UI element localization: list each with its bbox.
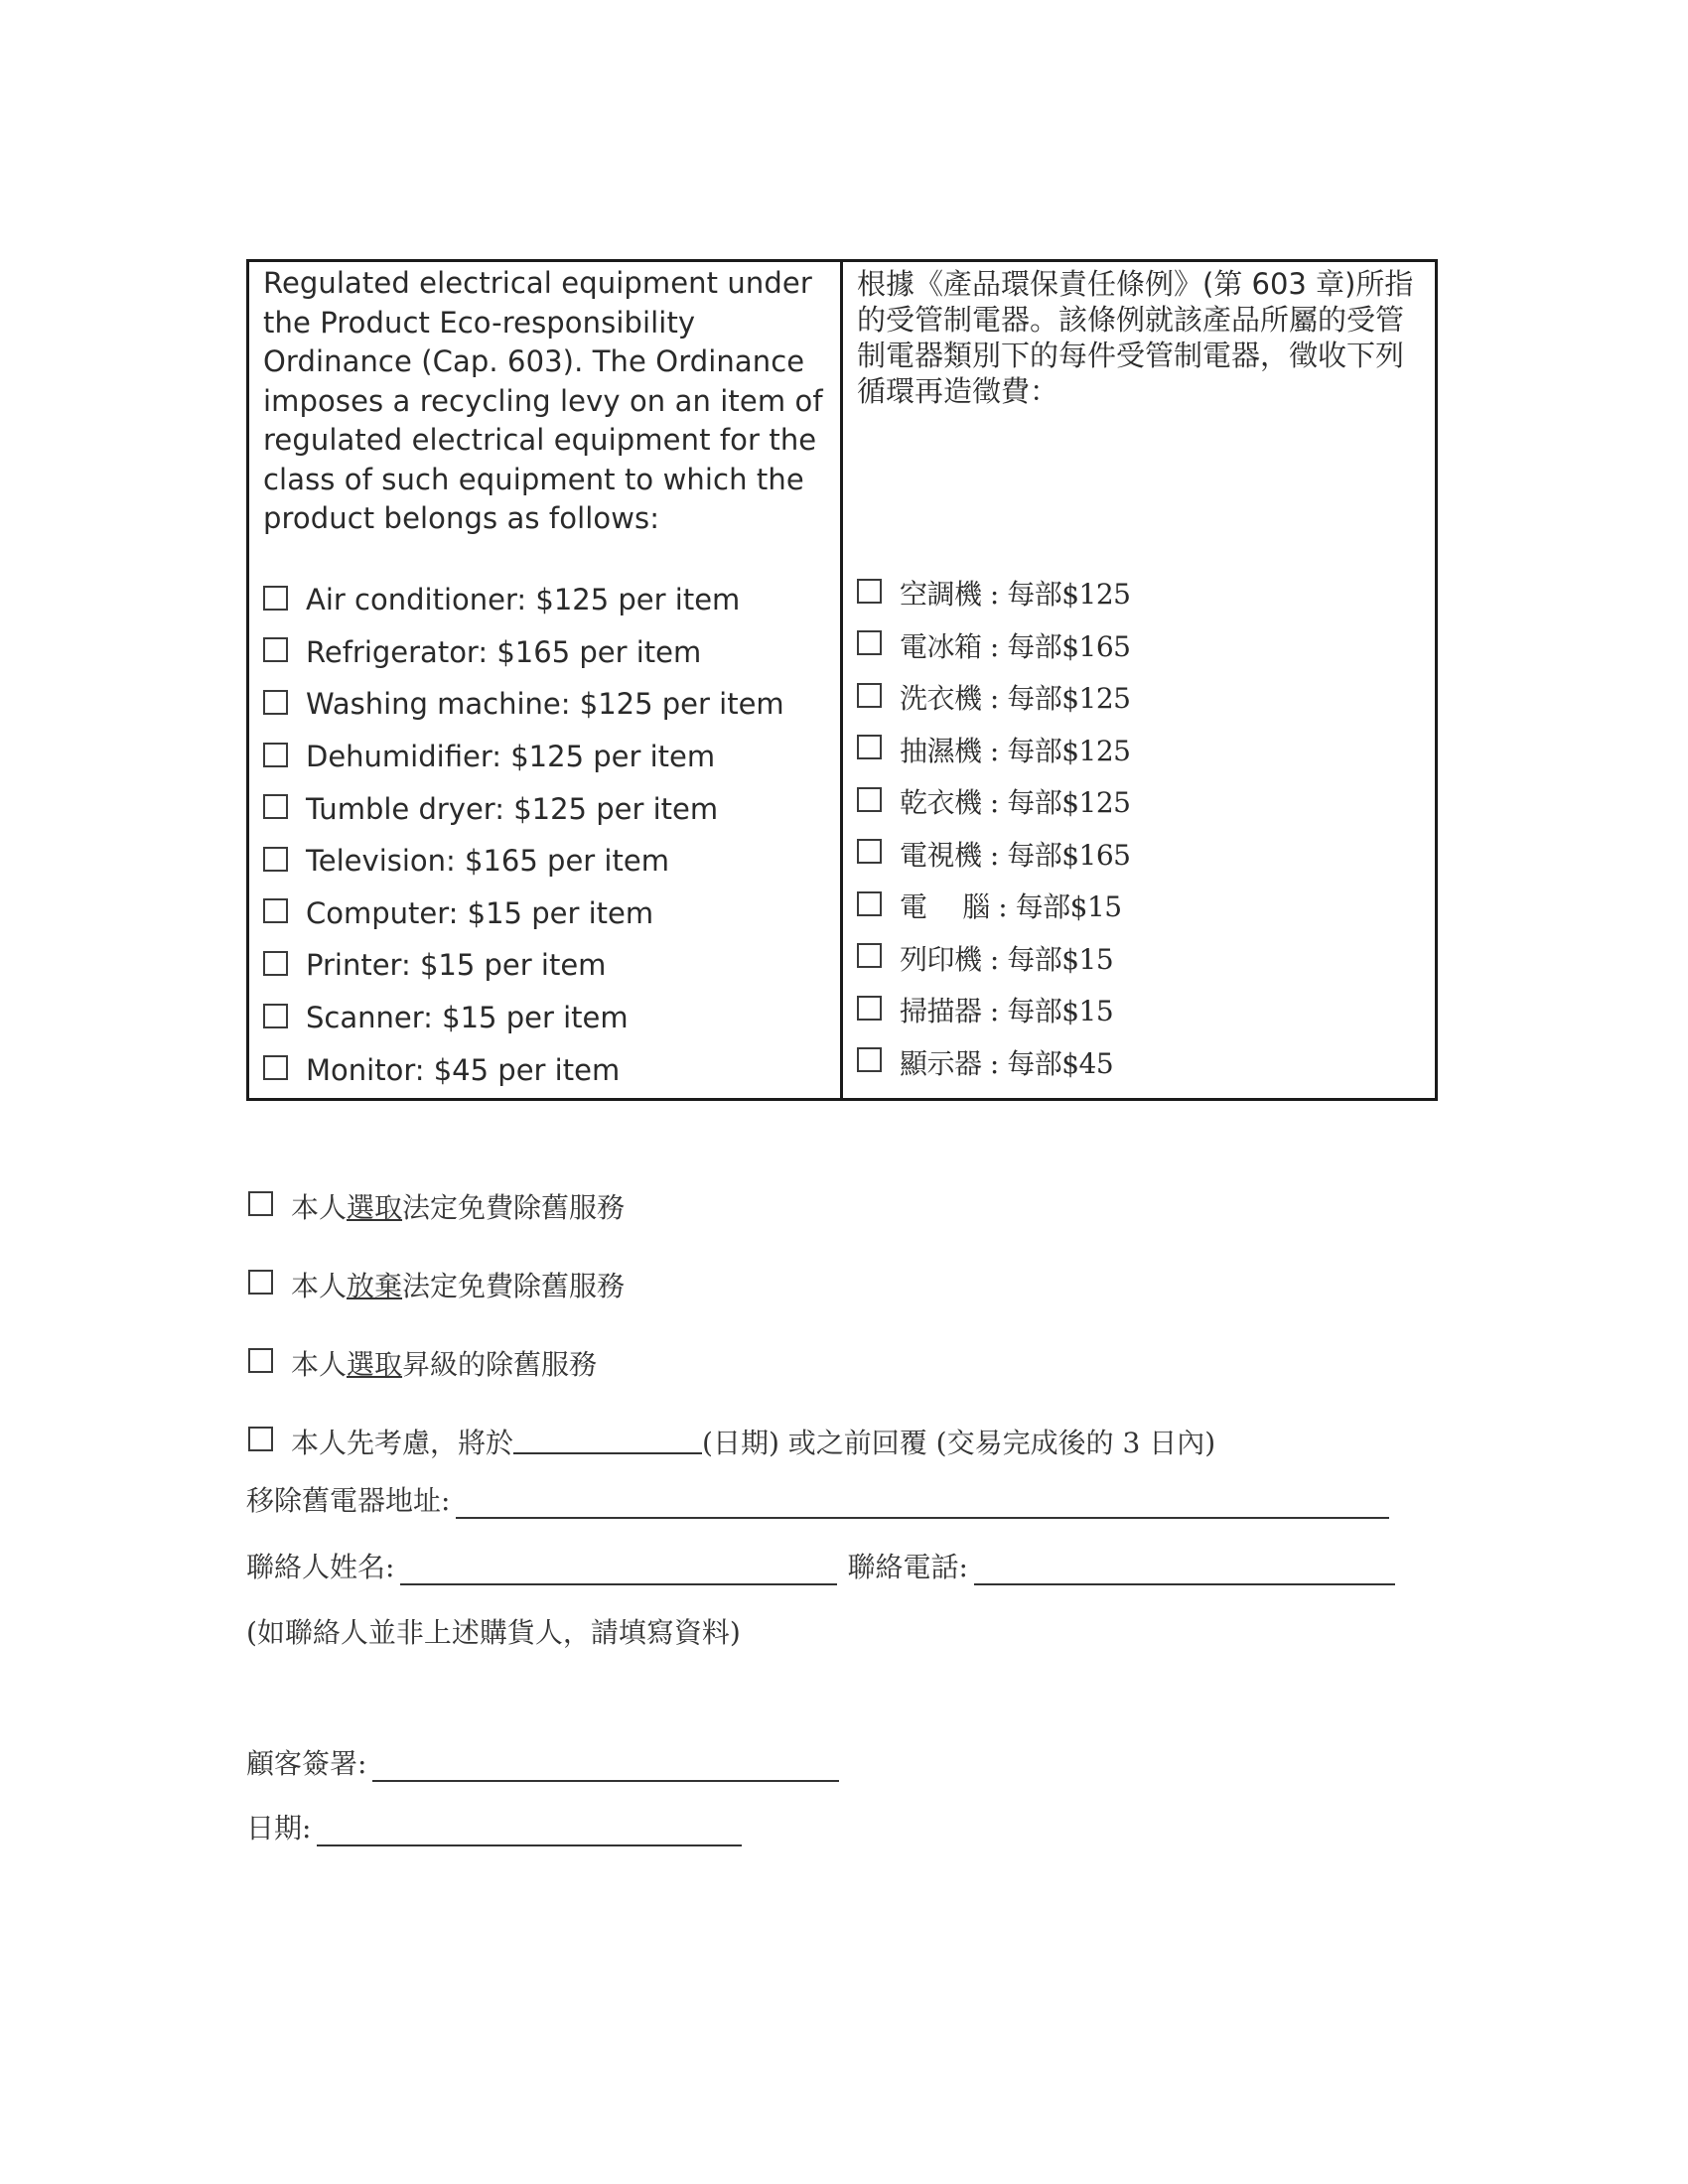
- date-label: 日期:: [246, 1812, 312, 1844]
- list-item: [263, 992, 826, 1044]
- item-label: Monitor: $45 per item: [306, 1052, 621, 1087]
- checkbox[interactable]: [857, 1047, 882, 1072]
- option-text: 法定免費除舊服務: [402, 1269, 626, 1302]
- checkbox[interactable]: [857, 787, 882, 812]
- list-item: [263, 678, 826, 731]
- list-item: [857, 619, 1421, 672]
- list-item: [263, 887, 826, 940]
- contact-name-label: 聯絡人姓名:: [246, 1551, 395, 1583]
- reply-date-field[interactable]: [513, 1429, 702, 1454]
- list-item: [857, 724, 1421, 776]
- list-item: [263, 1043, 826, 1096]
- list-item: [857, 775, 1421, 828]
- list-item: [263, 782, 826, 835]
- checkbox[interactable]: [857, 839, 882, 864]
- item-label: Printer: $15 per item: [306, 948, 607, 983]
- date-field[interactable]: [317, 1815, 742, 1846]
- list-item: [857, 828, 1421, 881]
- checkbox[interactable]: [263, 951, 288, 976]
- date-row: [246, 1807, 742, 1846]
- chinese-column: [843, 262, 1435, 1098]
- note-text: (如聯絡人並非上述購貨人，請填寫資料): [246, 1616, 741, 1649]
- item-label: 顯示器 : 每部$45: [900, 1046, 1114, 1080]
- signature-label: 顧客簽署:: [246, 1747, 367, 1780]
- address-row: [246, 1479, 1389, 1519]
- option-consider-later: [248, 1402, 1440, 1480]
- list-item: [263, 731, 826, 783]
- removal-options: [248, 1166, 1440, 1480]
- item-label: 電 腦 : 每部$15: [900, 890, 1122, 924]
- option-text: (日期) 或之前回覆 (交易完成後的 3 日內): [702, 1426, 1216, 1459]
- contact-row: [246, 1546, 1395, 1585]
- item-label: 抽濕機 : 每部$125: [900, 734, 1131, 767]
- item-label: 乾衣機 : 每部$125: [900, 786, 1131, 820]
- option-text: 本人: [291, 1347, 348, 1381]
- checkbox[interactable]: [263, 794, 288, 819]
- checkbox[interactable]: [263, 847, 288, 872]
- item-label: Washing machine: $125 per item: [306, 687, 784, 722]
- list-item: [857, 671, 1421, 724]
- item-label: Computer: $15 per item: [306, 895, 654, 930]
- contact-phone-field[interactable]: [974, 1554, 1395, 1585]
- checkbox[interactable]: [263, 898, 288, 923]
- levy-table: [246, 259, 1438, 1101]
- checkbox[interactable]: [857, 630, 882, 655]
- option-choose-free-removal: [248, 1166, 1440, 1245]
- contact-note: [246, 1611, 741, 1651]
- signature-field[interactable]: [372, 1750, 839, 1782]
- checkbox[interactable]: [857, 943, 882, 968]
- contact-phone-label: 聯絡電話:: [847, 1551, 968, 1583]
- checkbox[interactable]: [263, 586, 288, 611]
- list-item: [857, 984, 1421, 1036]
- item-label: Air conditioner: $125 per item: [306, 583, 741, 617]
- item-label: 列印機 : 每部$15: [900, 942, 1114, 976]
- list-item: [263, 626, 826, 679]
- item-label: Refrigerator: $165 per item: [306, 634, 702, 669]
- checkbox[interactable]: [263, 1055, 288, 1080]
- checkbox[interactable]: [248, 1191, 273, 1216]
- option-text: 本人先考慮，將於: [291, 1426, 514, 1459]
- option-text-emphasis: 放棄: [347, 1269, 403, 1302]
- signature-row: [246, 1742, 839, 1782]
- list-item: [263, 574, 826, 626]
- option-text: 本人: [291, 1190, 348, 1224]
- item-label: 電冰箱 : 每部$165: [900, 629, 1131, 663]
- item-label: 電視機 : 每部$165: [900, 838, 1131, 872]
- checkbox[interactable]: [263, 690, 288, 715]
- chinese-item-list: [857, 527, 1421, 1088]
- intro-chinese: 根據《產品環保責任條例》(第 603 章)所指的受管制電器。該條例就該產品所屬的受管制電器類別下的每件受管制電器，徵收下列循環再造徵費：: [857, 267, 1414, 408]
- item-label: Television: $165 per item: [306, 844, 669, 879]
- checkbox[interactable]: [248, 1348, 273, 1373]
- option-waive-free-removal: [248, 1245, 1440, 1323]
- checkbox[interactable]: [263, 1004, 288, 1028]
- option-text: 昇級的除舊服務: [402, 1347, 598, 1381]
- item-label: Tumble dryer: $125 per item: [306, 791, 719, 826]
- checkbox[interactable]: [857, 579, 882, 604]
- item-label: 洗衣機 : 每部$125: [900, 682, 1131, 716]
- list-item: [263, 835, 826, 887]
- item-label: 掃描器 : 每部$15: [900, 995, 1114, 1028]
- list-item: [263, 939, 826, 992]
- checkbox[interactable]: [857, 996, 882, 1021]
- checkbox[interactable]: [248, 1427, 273, 1451]
- list-item: [857, 880, 1421, 932]
- english-column: [249, 262, 843, 1098]
- option-text-emphasis: 選取: [347, 1347, 403, 1381]
- item-label: Scanner: $15 per item: [306, 1001, 629, 1035]
- address-label: 移除舊電器地址:: [246, 1484, 451, 1517]
- option-text-emphasis: 選取: [347, 1190, 403, 1224]
- checkbox[interactable]: [857, 735, 882, 759]
- address-field[interactable]: [456, 1487, 1389, 1519]
- list-item: [857, 567, 1421, 619]
- checkbox[interactable]: [857, 683, 882, 708]
- item-label: 空調機 : 每部$125: [900, 578, 1131, 612]
- list-item: [857, 1036, 1421, 1089]
- checkbox[interactable]: [248, 1270, 273, 1295]
- intro-english: Regulated electrical equipment under the Product Eco-responsibility Ordinance (Cap. 603). The Ordinance imposes a recycling levy on an item of regulated electrical equipment for the class of such equipment to which the product belongs as follows:: [263, 266, 823, 535]
- checkbox[interactable]: [857, 891, 882, 916]
- contact-name-field[interactable]: [400, 1554, 837, 1585]
- checkbox[interactable]: [263, 743, 288, 767]
- item-label: Dehumidifier: $125 per item: [306, 740, 716, 774]
- option-text: 法定免費除舊服務: [402, 1190, 626, 1224]
- list-item: [857, 932, 1421, 985]
- option-text: 本人: [291, 1269, 348, 1302]
- english-item-list: [263, 532, 826, 1096]
- option-upgraded-removal: [248, 1323, 1440, 1402]
- checkbox[interactable]: [263, 637, 288, 662]
